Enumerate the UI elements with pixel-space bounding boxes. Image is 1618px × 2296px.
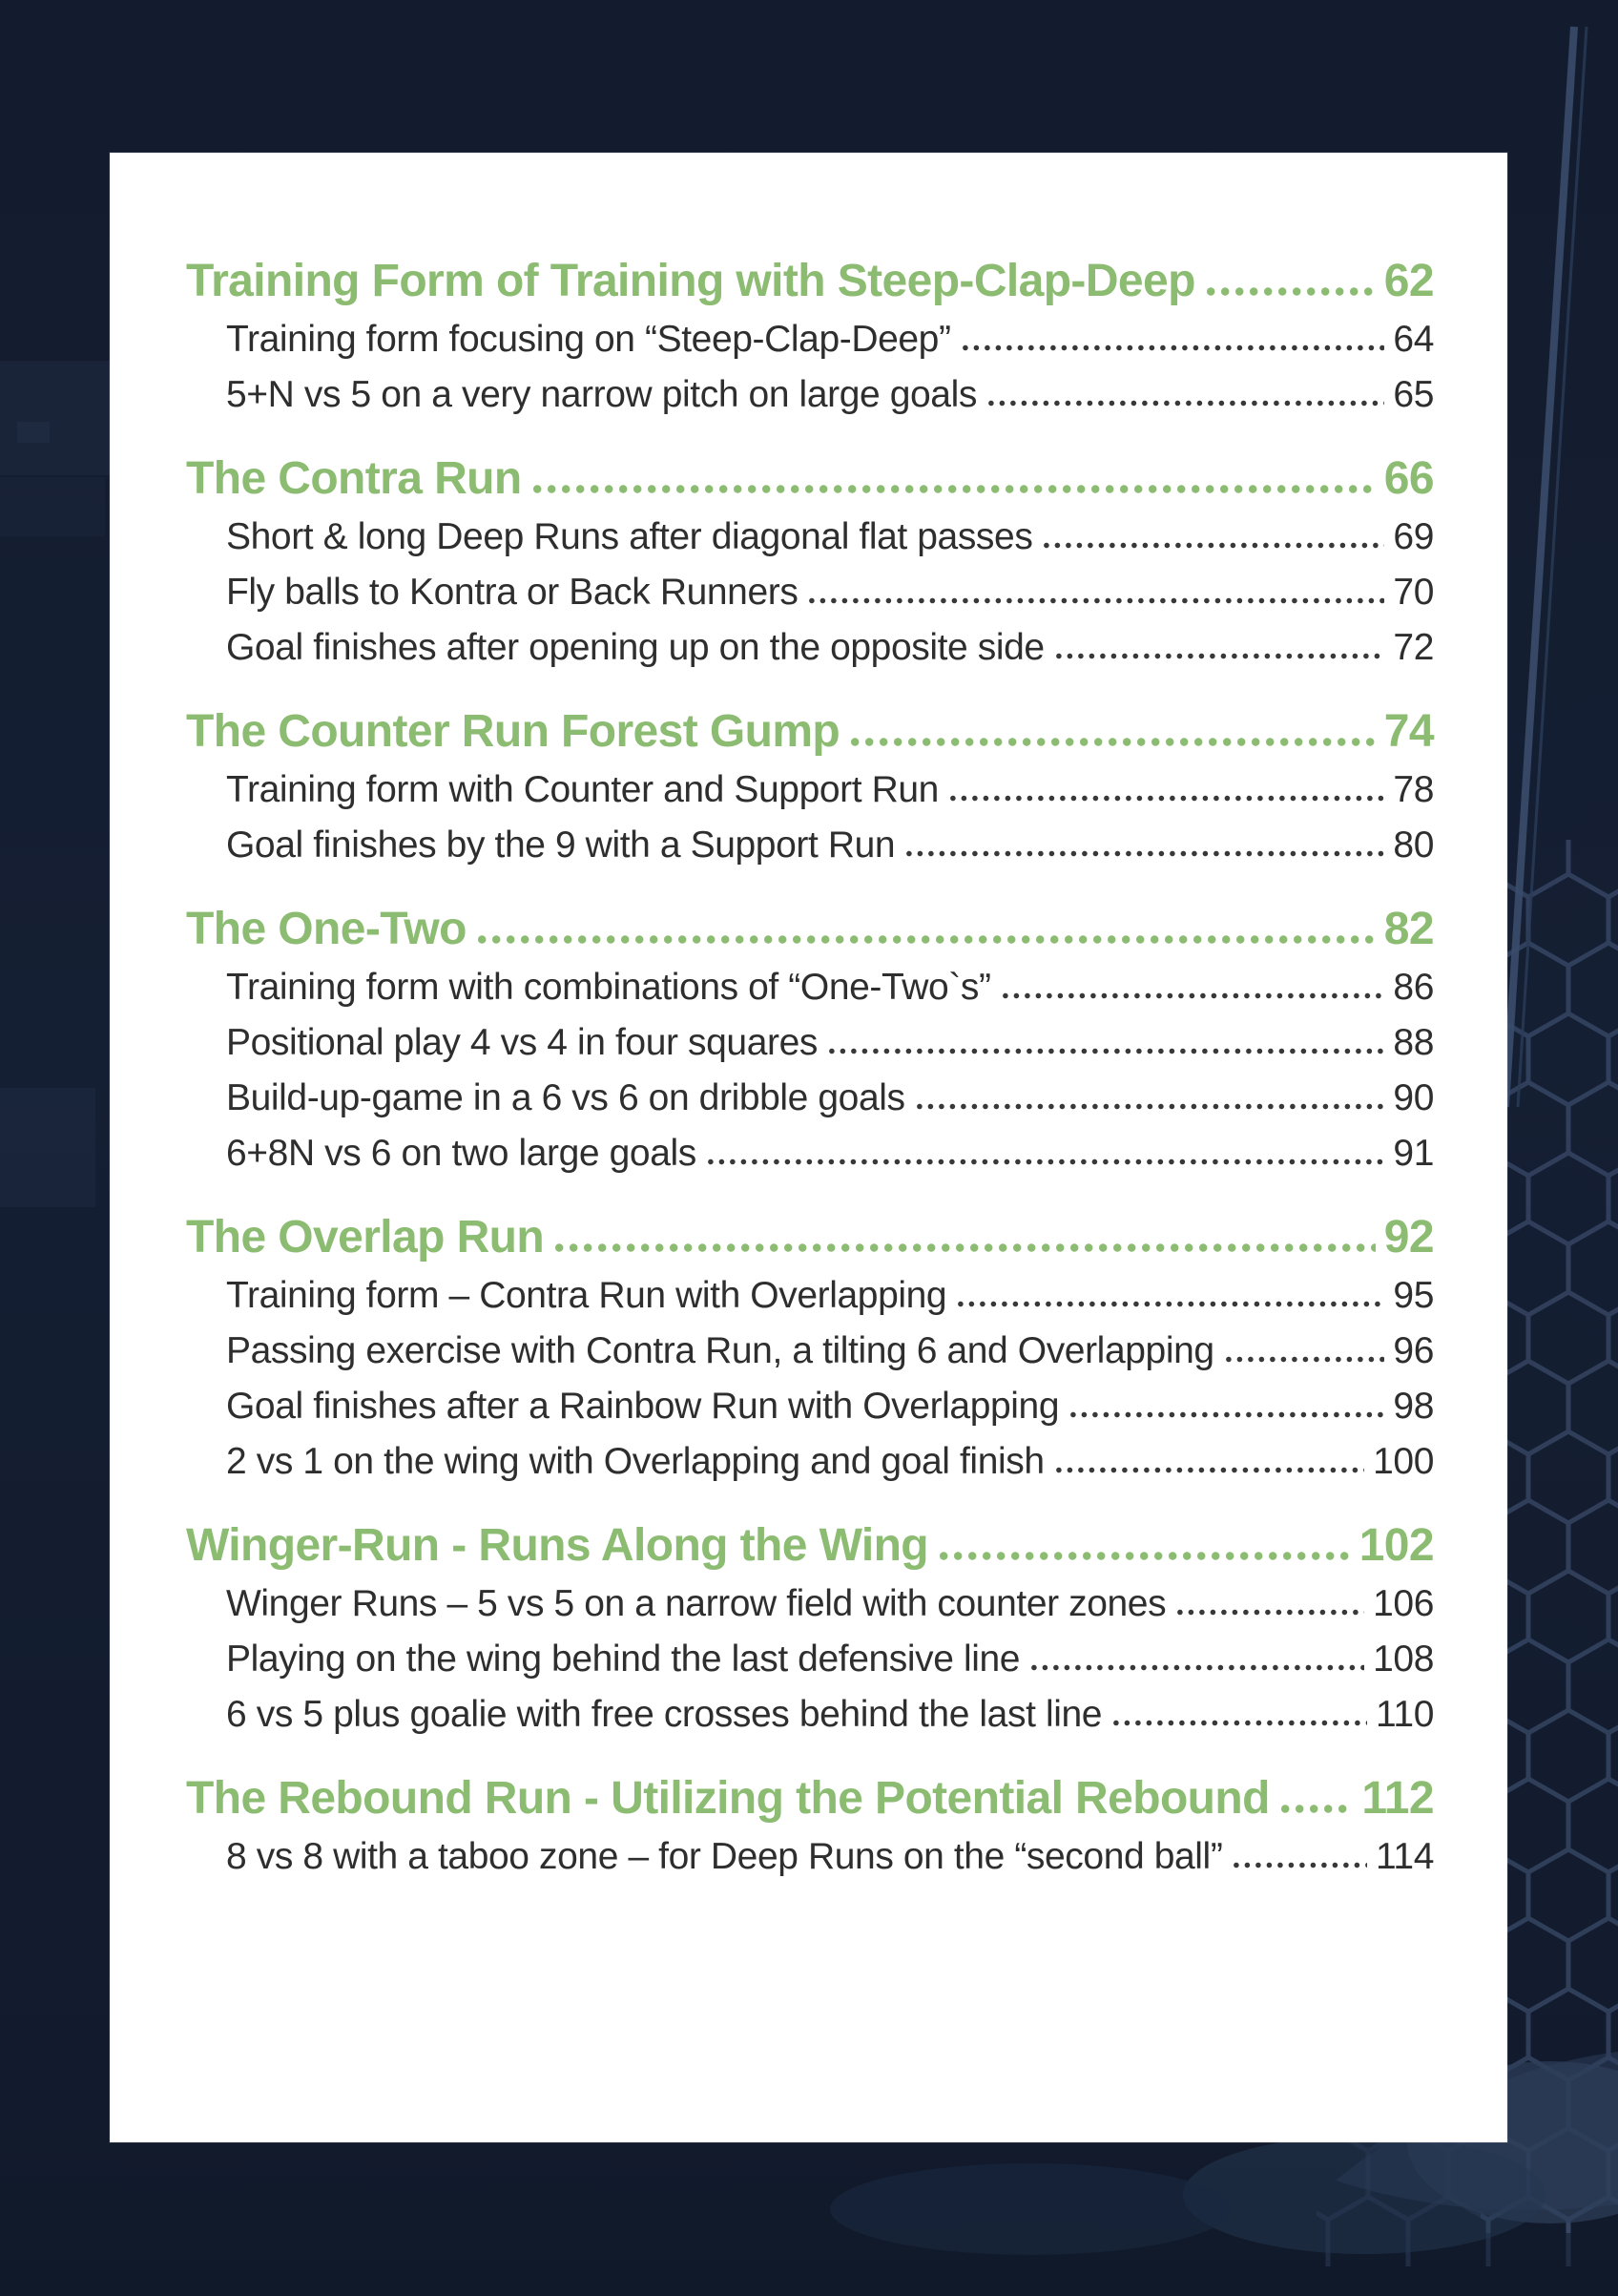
toc-section-heading-row [186, 701, 1434, 762]
entry-page-number: 64 [1393, 319, 1434, 360]
entry-page-number: 90 [1393, 1077, 1434, 1118]
entry-page-number: 98 [1393, 1386, 1434, 1427]
toc-section-heading-row [186, 251, 1434, 312]
toc-entry-row [186, 1632, 1434, 1687]
leader-dots [1031, 1664, 1364, 1671]
leader-dots [533, 485, 1376, 493]
leader-dots [1226, 1356, 1385, 1363]
toc-section-heading-row [186, 1515, 1434, 1576]
entry-title: Positional play 4 vs 4 in four squares [226, 1022, 818, 1063]
toc-entry-row [186, 1434, 1434, 1490]
leader-dots [940, 1552, 1351, 1560]
toc-section [186, 1768, 1434, 1885]
entry-page-number: 78 [1393, 769, 1434, 810]
toc-section [186, 251, 1434, 423]
toc-entry-row [186, 960, 1434, 1015]
toc-entry-row [186, 510, 1434, 565]
toc-section [186, 1207, 1434, 1490]
toc-section-heading-row [186, 449, 1434, 510]
toc-section-heading-row [186, 1207, 1434, 1268]
leader-dots [708, 1158, 1385, 1165]
toc-entry-row [186, 762, 1434, 818]
entry-title: Training form with combinations of “One-Two`s” [226, 967, 991, 1008]
section-title: The Rebound Run - Utilizing the Potential Rebound [186, 1773, 1270, 1824]
section-page-number: 66 [1383, 453, 1434, 504]
toc-section-heading-row [186, 899, 1434, 960]
entry-page-number: 95 [1393, 1275, 1434, 1316]
toc-entry-row [186, 818, 1434, 873]
entry-page-number: 70 [1393, 572, 1434, 613]
entry-page-number: 72 [1393, 627, 1434, 668]
toc-section [186, 701, 1434, 873]
section-title: The Overlap Run [186, 1212, 545, 1263]
entry-page-number: 91 [1393, 1133, 1434, 1174]
toc-section [186, 899, 1434, 1181]
toc-section [186, 449, 1434, 676]
section-title: The Contra Run [186, 453, 522, 504]
section-title: Training Form of Training with Steep-Clap-Deep [186, 256, 1195, 306]
leader-dots [1177, 1609, 1364, 1616]
toc-page [110, 153, 1507, 2142]
leader-dots [809, 597, 1384, 604]
entry-title: Training form – Contra Run with Overlapping [226, 1275, 947, 1316]
toc-entry-row [186, 1379, 1434, 1434]
toc-section-heading-row [186, 1768, 1434, 1829]
leader-dots [1281, 1805, 1354, 1813]
toc-entry-row [186, 1324, 1434, 1379]
section-title: The One-Two [186, 904, 467, 954]
entry-page-number: 106 [1373, 1583, 1434, 1624]
entry-page-number: 69 [1393, 516, 1434, 557]
leader-dots [958, 1301, 1384, 1307]
entry-title: 2 vs 1 on the wing with Overlapping and goal finish [226, 1441, 1045, 1482]
leader-dots [1113, 1720, 1367, 1726]
entry-title: Build-up-game in a 6 vs 6 on dribble goals [226, 1077, 905, 1118]
leader-dots [1056, 1467, 1364, 1473]
leader-dots [851, 738, 1376, 746]
entry-title: Goal finishes after opening up on the opposite side [226, 627, 1045, 668]
toc-entry-row [186, 1268, 1434, 1324]
entry-page-number: 80 [1393, 824, 1434, 866]
toc-entry-row [186, 1126, 1434, 1181]
leader-dots [1003, 992, 1385, 999]
entry-title: Goal finishes by the 9 with a Support Run [226, 824, 896, 866]
entry-title: Short & long Deep Runs after diagonal flat passes [226, 516, 1033, 557]
leader-dots [829, 1048, 1384, 1054]
entry-title: Passing exercise with Contra Run, a tilting 6 and Overlapping [226, 1330, 1214, 1371]
leader-dots [1207, 287, 1376, 296]
leader-dots [555, 1243, 1376, 1252]
entry-title: Training form with Counter and Support Run [226, 769, 939, 810]
toc-entry-row [186, 620, 1434, 676]
entry-title: Goal finishes after a Rainbow Run with Overlapping [226, 1386, 1060, 1427]
entry-page-number: 88 [1393, 1022, 1434, 1063]
leader-dots [963, 344, 1385, 351]
toc-entry-row [186, 1687, 1434, 1743]
entry-title: 6 vs 5 plus goalie with free crosses behind the last line [226, 1694, 1103, 1735]
section-title: The Counter Run Forest Gump [186, 706, 840, 757]
entry-page-number: 96 [1393, 1330, 1434, 1371]
leader-dots [950, 795, 1384, 802]
section-title: Winger-Run - Runs Along the Wing [186, 1520, 929, 1571]
entry-title: Fly balls to Kontra or Back Runners [226, 572, 799, 613]
leader-dots [988, 400, 1384, 407]
entry-title: Playing on the wing behind the last defensive line [226, 1639, 1021, 1680]
entry-page-number: 100 [1373, 1441, 1434, 1482]
leader-dots [906, 850, 1384, 857]
toc-entry-row [186, 1071, 1434, 1126]
leader-dots [1044, 542, 1384, 549]
toc-entry-row [186, 312, 1434, 367]
section-page-number: 92 [1383, 1212, 1434, 1263]
entry-title: 5+N vs 5 on a very narrow pitch on large goals [226, 374, 977, 415]
entry-title: Training form focusing on “Steep-Clap-Deep” [226, 319, 951, 360]
entry-title: Winger Runs – 5 vs 5 on a narrow field with counter zones [226, 1583, 1167, 1624]
section-page-number: 74 [1383, 706, 1434, 757]
section-page-number: 62 [1383, 256, 1434, 306]
leader-dots [917, 1103, 1385, 1110]
toc-section [186, 1515, 1434, 1743]
section-page-number: 102 [1359, 1520, 1434, 1571]
toc-entry-row [186, 367, 1434, 423]
entry-page-number: 110 [1376, 1694, 1434, 1735]
entry-title: 8 vs 8 with a taboo zone – for Deep Runs on the “second ball” [226, 1836, 1223, 1877]
leader-dots [1070, 1411, 1384, 1418]
toc-entry-row [186, 1576, 1434, 1632]
section-page-number: 112 [1361, 1773, 1434, 1824]
entry-page-number: 108 [1373, 1639, 1434, 1680]
toc-entry-row [186, 1829, 1434, 1885]
entry-page-number: 65 [1393, 374, 1434, 415]
toc-entry-row [186, 565, 1434, 620]
entry-page-number: 114 [1376, 1836, 1434, 1877]
section-page-number: 82 [1383, 904, 1434, 954]
entry-title: 6+8N vs 6 on two large goals [226, 1133, 696, 1174]
toc-entry-row [186, 1015, 1434, 1071]
leader-dots [478, 935, 1376, 944]
table-of-contents [110, 153, 1507, 2142]
leader-dots [1234, 1862, 1367, 1868]
leader-dots [1056, 653, 1385, 659]
entry-page-number: 86 [1393, 967, 1434, 1008]
